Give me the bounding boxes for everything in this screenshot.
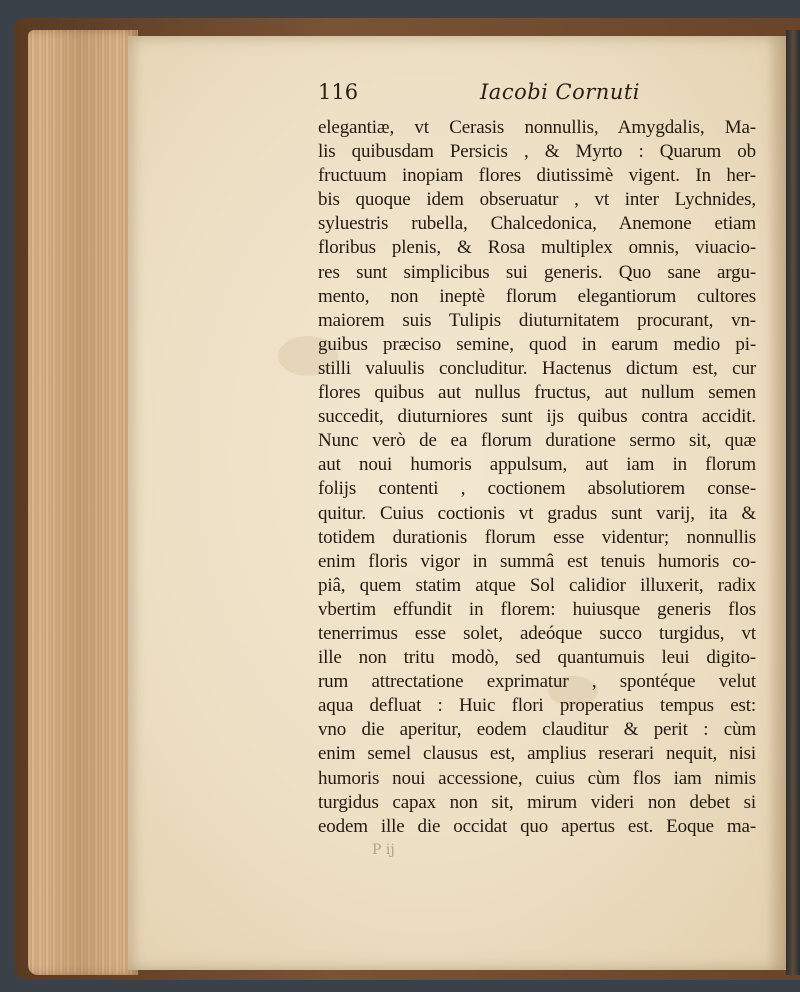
text-line: bis quoque idem obseruatur , vt inter Lychnides, [318, 189, 756, 211]
text-line: lis quibusdam Persicis , & Myrto : Quarum ob [318, 141, 756, 163]
text-line: vbertim effundit in florem: huiusque generis flos [318, 598, 756, 620]
text-line: vno die aperitur, eodem clauditur & perit : cùm [318, 719, 756, 741]
text-line: piâ, quem statim atque Sol calidior illuxerit, radix [318, 574, 756, 596]
text-line: fructuum inopiam flores diutissimè vigent. In her- [318, 165, 756, 187]
body-text [318, 116, 756, 839]
page-fore-edge [28, 30, 138, 975]
text-line: ille non tritu modò, sed quantumuis leui digito- [318, 647, 756, 669]
text-line: eodem ille die occidat quo apertus est. Eoque ma- [318, 815, 756, 837]
text-line: turgidus capax non sit, mirum videri non debet si [318, 791, 756, 813]
text-line: quitur. Cuius coctionis vt gradus sunt varij, ita & [318, 502, 756, 524]
page-number: 116 [318, 80, 359, 104]
text-line: flores quibus aut nullus fructus, aut nullum semen [318, 382, 756, 404]
text-line: aut noui humoris appulsum, aut iam in florum [318, 454, 756, 476]
text-line: aqua defluat : Huic flori properatius tempus est: [318, 695, 756, 717]
running-title: Iacobi Cornuti [480, 80, 641, 104]
text-line: totidem durationis florum esse videntur; nonnullis [318, 526, 756, 548]
text-line: elegantiæ, vt Cerasis nonnullis, Amygdalis, Ma- [318, 117, 756, 138]
text-line: succedit, diuturniores sunt ijs quibus contra accidit. [318, 406, 756, 428]
text-line: stilli valuulis concluditur. Hactenus dictum est, cur [318, 357, 756, 379]
text-line: rum attrectatione exprimatur , spontéque velut [318, 671, 756, 693]
text-line: mento, non ineptè florum elegantiorum cultores [318, 285, 756, 307]
text-line: res sunt simplicibus sui generis. Quo sane argu- [318, 261, 756, 283]
signature-mark: P ij [372, 842, 395, 858]
text-line: floribus plenis, & Rosa multiplex omnis, viuacio- [318, 237, 756, 259]
text-line: enim semel clausus est, amplius reserari nequit, nisi [318, 743, 756, 765]
text-line: humoris noui accessione, cuius cùm flos iam nimis [318, 767, 756, 789]
text-line: syluestris rubella, Chalcedonica, Anemone etiam [318, 213, 756, 235]
text-line: tenerrimus esse solet, adeóque succo turgidus, vt [318, 622, 756, 644]
spine-edge [786, 30, 800, 975]
text-line: maiorem suis Tulipis diuturnitatem procurant, vn- [318, 309, 756, 331]
text-line: guibus præciso semine, quod in earum medio pi- [318, 333, 756, 355]
text-line: folijs contenti , coctionem absolutiorem conse- [318, 478, 756, 500]
text-line: Nunc verò de ea florum duratione sermo sit, quæ [318, 430, 756, 452]
text-line: enim floris vigor in summâ est tenuis humoris co- [318, 550, 756, 572]
